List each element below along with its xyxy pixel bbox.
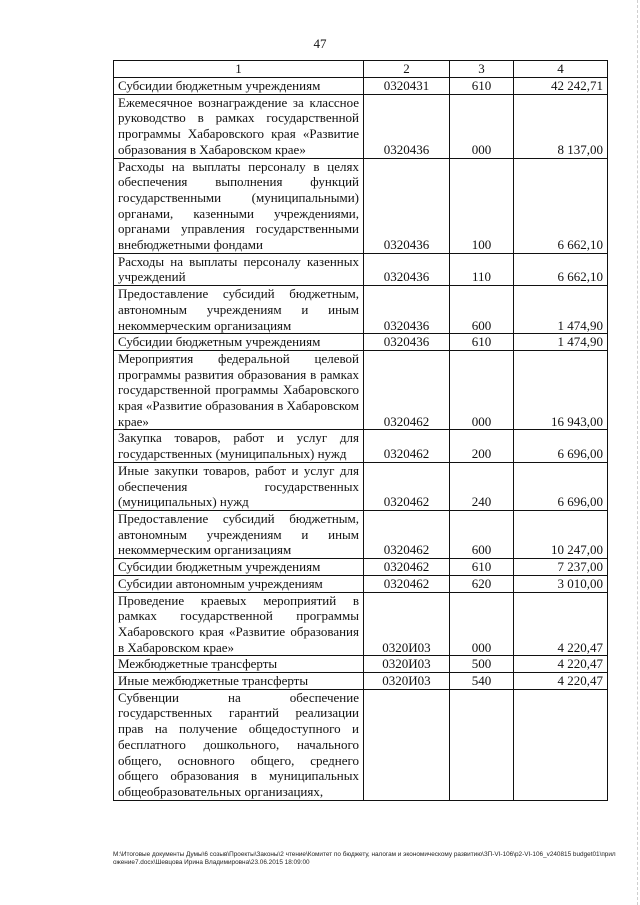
row-type-cell: 610 xyxy=(450,559,514,576)
row-code-cell: 0320436 xyxy=(364,334,450,351)
header-row xyxy=(114,61,608,78)
row-name-cell: Субсидии бюджетным учреждениям xyxy=(114,334,364,351)
row-code-cell: 0320462 xyxy=(364,462,450,510)
row-sum-cell: 6 696,00 xyxy=(514,430,608,462)
table-row xyxy=(114,94,608,158)
row-name-cell: Межбюджетные трансферты xyxy=(114,656,364,673)
row-type-cell xyxy=(450,689,514,800)
row-name-cell: Предоставление субсидий бюджетным, автономным учреждениям и иным некоммерческим организациям xyxy=(114,286,364,334)
column-header: 3 xyxy=(450,61,514,78)
row-code-cell: 0320И03 xyxy=(364,656,450,673)
row-type-cell: 600 xyxy=(450,286,514,334)
row-sum-cell: 4 220,47 xyxy=(514,656,608,673)
page-number: 47 xyxy=(313,36,327,51)
row-code-cell: 0320436 xyxy=(364,253,450,285)
column-header: 4 xyxy=(514,61,608,78)
scan-edge xyxy=(636,0,638,905)
row-name-cell: Субсидии бюджетным учреждениям xyxy=(114,78,364,95)
row-code-cell: 0320462 xyxy=(364,510,450,558)
row-sum-cell: 3 010,00 xyxy=(514,575,608,592)
row-type-cell: 000 xyxy=(450,94,514,158)
row-sum-cell: 6 662,10 xyxy=(514,253,608,285)
row-code-cell: 0320431 xyxy=(364,78,450,95)
table-row xyxy=(114,350,608,430)
row-type-cell: 200 xyxy=(450,430,514,462)
row-type-cell: 240 xyxy=(450,462,514,510)
table-row xyxy=(114,656,608,673)
row-code-cell: 0320462 xyxy=(364,350,450,430)
table-row xyxy=(114,78,608,95)
row-code-cell: 0320И03 xyxy=(364,592,450,656)
table-row xyxy=(114,253,608,285)
row-type-cell: 540 xyxy=(450,673,514,690)
table-row xyxy=(114,510,608,558)
column-header: 1 xyxy=(114,61,364,78)
row-code-cell: 0320462 xyxy=(364,559,450,576)
row-sum-cell: 6 662,10 xyxy=(514,158,608,253)
row-name-cell: Ежемесячное вознаграждение за классное руководство в рамках государственной программы Хабаровского края «Развитие образования в Хабаровском крае» xyxy=(114,94,364,158)
row-name-cell: Проведение краевых мероприятий в рамках государственной программы Хабаровского края «Развитие образования в Хабаровском крае» xyxy=(114,592,364,656)
row-type-cell: 600 xyxy=(450,510,514,558)
row-code-cell: 0320И03 xyxy=(364,673,450,690)
table-row xyxy=(114,430,608,462)
row-sum-cell: 1 474,90 xyxy=(514,334,608,351)
row-name-cell: Расходы на выплаты персоналу в целях обеспечения выполнения функций государственными (муниципальными) органами, казенными учреждениями, органами управления государственными внебюджетными фондами xyxy=(114,158,364,253)
row-name-cell: Субсидии автономным учреждениям xyxy=(114,575,364,592)
row-code-cell: 0320436 xyxy=(364,286,450,334)
row-code-cell: 0320436 xyxy=(364,94,450,158)
row-type-cell: 620 xyxy=(450,575,514,592)
budget-table xyxy=(113,60,608,801)
column-header: 2 xyxy=(364,61,450,78)
row-type-cell: 000 xyxy=(450,350,514,430)
row-name-cell: Субвенции на обеспечение государственных гарантий реализации прав на получение общедоступного и бесплатного дошкольного, начального общего, основного общего, среднего общего образования в муниципальных общеобразовательных организациях, xyxy=(114,689,364,800)
row-name-cell: Иные закупки товаров, работ и услуг для обеспечения государственных (муниципальных) нужд xyxy=(114,462,364,510)
row-code-cell: 0320462 xyxy=(364,575,450,592)
row-type-cell: 610 xyxy=(450,78,514,95)
table-row xyxy=(114,334,608,351)
row-sum-cell: 1 474,90 xyxy=(514,286,608,334)
row-sum-cell: 16 943,00 xyxy=(514,350,608,430)
row-name-cell: Иные межбюджетные трансферты xyxy=(114,673,364,690)
table-row xyxy=(114,673,608,690)
row-sum-cell: 42 242,71 xyxy=(514,78,608,95)
row-code-cell: 0320436 xyxy=(364,158,450,253)
row-sum-cell xyxy=(514,689,608,800)
row-sum-cell: 8 137,00 xyxy=(514,94,608,158)
document-path-footer: М:\Итоговые документы Думы\6 созыв\Проекты\Законы\2 чтение\Комитет по бюджету, налогам и экономическому развитию\ЗП-VI-106\р2-VI-106_v240815 budget01\приложение7.docx\Шевцова Ирина Владимировна\23.06.2015 18:09:00 xyxy=(113,851,616,866)
table-row xyxy=(114,559,608,576)
row-type-cell: 100 xyxy=(450,158,514,253)
row-type-cell: 000 xyxy=(450,592,514,656)
table-row xyxy=(114,592,608,656)
row-name-cell: Расходы на выплаты персоналу казенных учреждений xyxy=(114,253,364,285)
row-code-cell xyxy=(364,689,450,800)
table-row xyxy=(114,286,608,334)
row-code-cell: 0320462 xyxy=(364,430,450,462)
row-name-cell: Субсидии бюджетным учреждениям xyxy=(114,559,364,576)
table-row xyxy=(114,689,608,800)
table-row xyxy=(114,575,608,592)
row-type-cell: 500 xyxy=(450,656,514,673)
table-row xyxy=(114,158,608,253)
row-sum-cell: 10 247,00 xyxy=(514,510,608,558)
row-type-cell: 110 xyxy=(450,253,514,285)
row-name-cell: Закупка товаров, работ и услуг для государственных (муниципальных) нужд xyxy=(114,430,364,462)
table-row xyxy=(114,462,608,510)
row-sum-cell: 4 220,47 xyxy=(514,592,608,656)
row-type-cell: 610 xyxy=(450,334,514,351)
row-sum-cell: 4 220,47 xyxy=(514,673,608,690)
row-sum-cell: 6 696,00 xyxy=(514,462,608,510)
row-name-cell: Предоставление субсидий бюджетным, автономным учреждениям и иным некоммерческим организациям xyxy=(114,510,364,558)
row-sum-cell: 7 237,00 xyxy=(514,559,608,576)
row-name-cell: Мероприятия федеральной целевой программы развития образования в рамках государственной программы Хабаровского края «Развитие образования в Хабаровском крае» xyxy=(114,350,364,430)
